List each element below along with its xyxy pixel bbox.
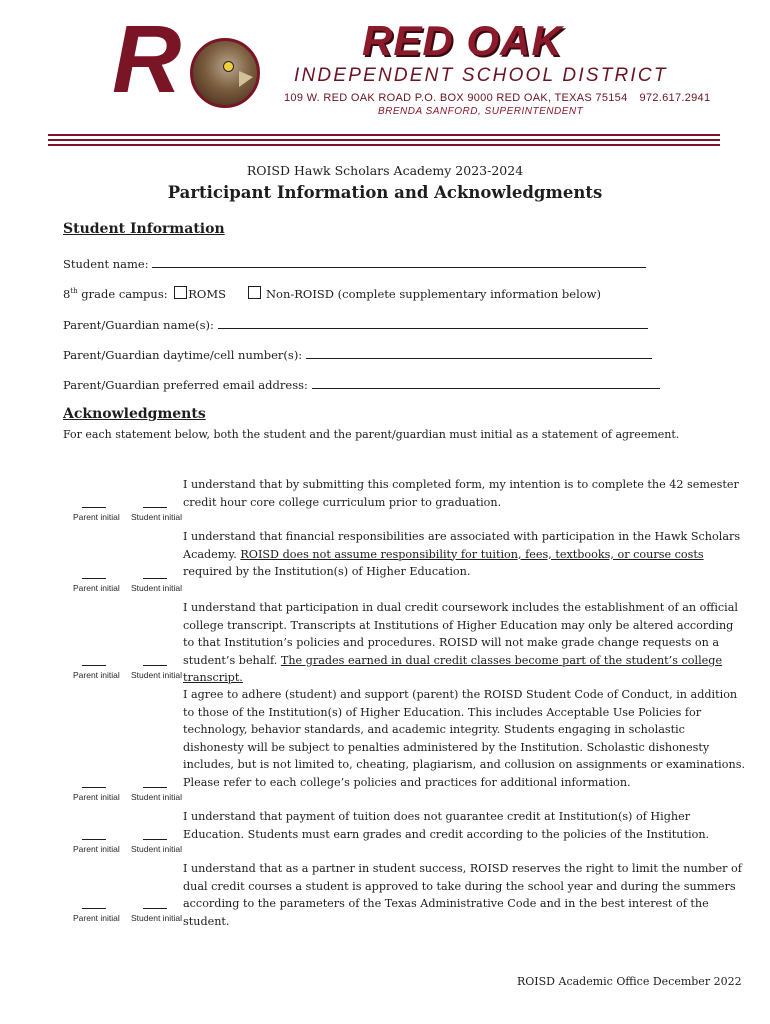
ack-statement-2-underlined: ROISD does not assume responsibility for tuition, fees, textbooks, or course costs <box>240 547 704 561</box>
guardian-phone-field[interactable] <box>306 346 652 359</box>
ack-statement-5: I understand that payment of tuition does not guarantee credit at Institution(s) of Higher Education. Students must earn grades and credit according to the policies of the Institution. <box>183 810 710 841</box>
student-initial-label: Student initial <box>131 792 183 802</box>
student-initial-field-4[interactable] <box>143 787 167 788</box>
ack-statement-2 <box>183 528 748 581</box>
campus-row <box>63 286 601 301</box>
parent-initial-field-6[interactable] <box>82 908 106 909</box>
roms-checkbox[interactable] <box>174 286 187 299</box>
student-initial-label: Student initial <box>131 670 183 680</box>
district-phone: 972.617.2941 <box>639 92 711 104</box>
campus-label-text: grade campus: <box>77 287 168 301</box>
parent-initial-label: Parent initial <box>73 913 120 923</box>
ack-statement-2-part-b: required by the Institution(s) of Higher Education. <box>183 565 471 578</box>
student-initial-label: Student initial <box>131 583 183 593</box>
district-address-line <box>284 92 710 104</box>
superintendent-name: BRENDA SANFORD, SUPERINTENDENT <box>378 106 584 117</box>
parent-initial-field-5[interactable] <box>82 839 106 840</box>
program-title: ROISD Hawk Scholars Academy 2023-2024 <box>246 163 524 178</box>
header-divider-bottom <box>48 144 720 146</box>
district-address: 109 W. RED OAK ROAD P.O. BOX 9000 RED OAK, TEXAS 75154 <box>284 92 628 104</box>
hawk-eye <box>223 61 234 72</box>
student-initial-label: Student initial <box>131 913 183 923</box>
guardian-phone-label: Parent/Guardian daytime/cell number(s): <box>63 348 303 362</box>
district-subtitle: INDEPENDENT SCHOOL DISTRICT <box>294 65 668 86</box>
parent-initial-label: Parent initial <box>73 844 120 854</box>
campus-label <box>63 287 168 301</box>
ack-statement-2-part-a: I understand that financial responsibilities are associated with participation in the Hawk Scholars Academy. <box>183 530 741 561</box>
hawk-beak <box>239 71 253 87</box>
guardian-email-field[interactable] <box>312 376 660 389</box>
footer-office-date: ROISD Academic Office December 2022 <box>517 975 742 988</box>
ack-statement-1: I understand that by submitting this completed form, my intention is to complete the 42 semester credit hour core college curriculum prior to graduation. <box>183 478 739 509</box>
guardian-email-row <box>63 376 660 392</box>
parent-initial-field-4[interactable] <box>82 787 106 788</box>
student-initial-field-6[interactable] <box>143 908 167 909</box>
hawk-mascot-icon <box>190 38 260 108</box>
parent-initial-field-2[interactable] <box>82 578 106 579</box>
student-initial-field-1[interactable] <box>143 507 167 508</box>
student-name-label: Student name: <box>63 257 149 271</box>
parent-initial-label: Parent initial <box>73 670 120 680</box>
student-name-field[interactable] <box>152 255 646 268</box>
student-initial-label: Student initial <box>131 844 183 854</box>
ack-statement-3 <box>183 599 748 687</box>
student-info-heading: Student Information <box>63 221 225 237</box>
acknowledgments-heading: Acknowledgments <box>63 406 206 422</box>
header-divider-top <box>48 134 720 136</box>
ack-statement-3-part-a: I understand that participation in dual credit coursework includes the establishment of an official college transcript. Transcripts at Institutions of Higher Education may only be altered according to that Institution’s policies and procedures. ROISD will not make grade change requests on a student’s behalf. <box>183 601 738 667</box>
student-name-row <box>63 255 646 271</box>
ack-statement-6: I understand that as a partner in student success, ROISD reserves the right to limit the number of dual credit courses a student is approved to take during the school year and during the summers according to the parameters of the Texas Administrative Code and in the best interest of the student. <box>183 862 742 928</box>
campus-label-sup: th <box>70 287 78 296</box>
student-initial-field-3[interactable] <box>143 665 167 666</box>
district-name: RED OAK <box>362 17 563 64</box>
parent-initial-label: Parent initial <box>73 512 120 522</box>
guardian-name-row <box>63 316 648 332</box>
ack-statement-3-underlined: The grades earned in dual credit classes become part of the student’s college transcript. <box>183 653 723 684</box>
guardian-name-field[interactable] <box>218 316 648 329</box>
form-title: Participant Information and Acknowledgments <box>167 183 603 202</box>
student-initial-label: Student initial <box>131 512 183 522</box>
guardian-name-label: Parent/Guardian name(s): <box>63 318 214 332</box>
ack-statement-4: I agree to adhere (student) and support (parent) the ROISD Student Code of Conduct, in addition to those of the Institution(s) of Higher Education. This includes Acceptable Use Policies for technology, behavior standards, and academic integrity. Students engaging in scholastic dishonesty will be subject to penalties administered by the Institution. Scholastic dishonesty includes, but is not limited to, cheating, plagiarism, and collusion on assignments or examinations. Please refer to each college’s policies and practices for additional information. <box>183 688 746 789</box>
student-initial-field-2[interactable] <box>143 578 167 579</box>
district-logo-letter: R <box>112 6 176 113</box>
non-roisd-checkbox[interactable] <box>248 286 261 299</box>
non-roisd-label: Non-ROISD (complete supplementary information below) <box>265 287 601 301</box>
guardian-phone-row <box>63 346 652 362</box>
header-divider-middle <box>48 139 720 141</box>
parent-initial-field-3[interactable] <box>82 665 106 666</box>
guardian-email-label: Parent/Guardian preferred email address: <box>63 378 308 392</box>
parent-initial-label: Parent initial <box>73 792 120 802</box>
roms-label: ROMS <box>188 287 227 301</box>
campus-label-number: 8 <box>63 287 71 301</box>
student-initial-field-5[interactable] <box>143 839 167 840</box>
parent-initial-label: Parent initial <box>73 583 120 593</box>
acknowledgments-intro: For each statement below, both the student and the parent/guardian must initial as a statement of agreement. <box>63 428 680 441</box>
parent-initial-field-1[interactable] <box>82 507 106 508</box>
